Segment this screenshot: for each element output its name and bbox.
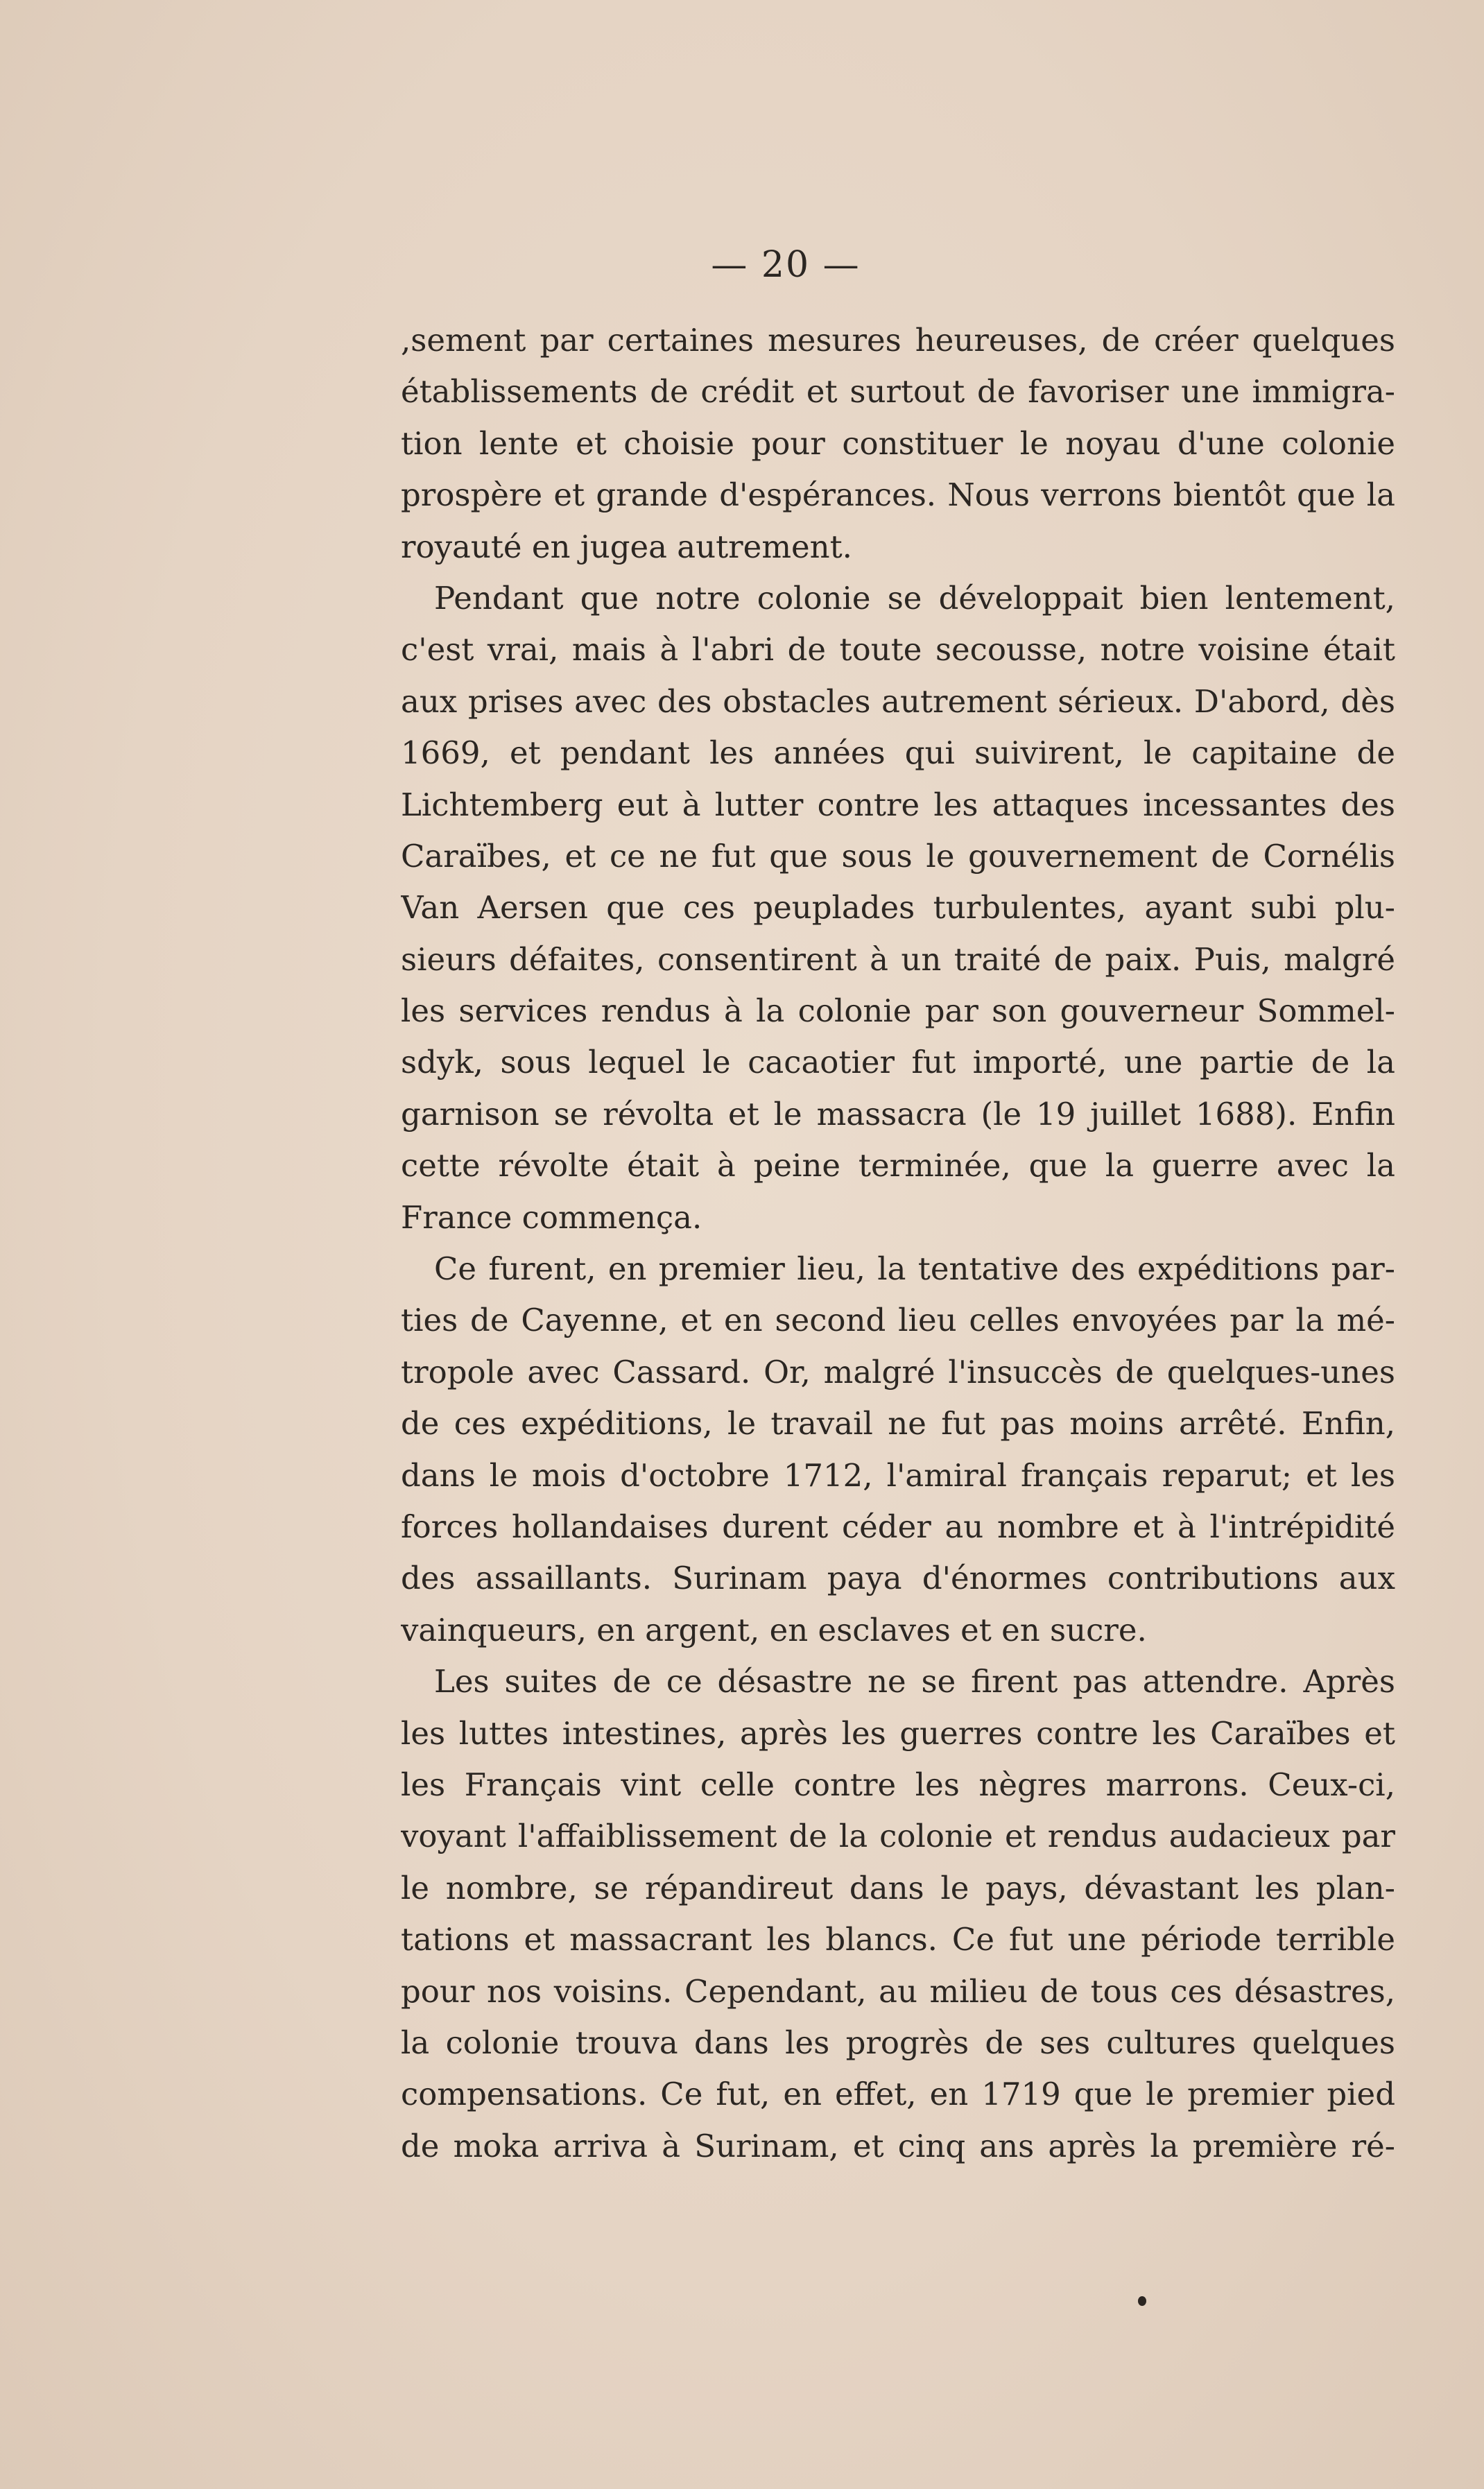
text-line: la colonie trouva dans les progrès de ses cultures quelques [401, 2024, 1395, 2061]
text-line: forces hollandaises durent céder au nombre et à l'intrépidité [401, 1508, 1395, 1545]
text-line: 1669, et pendant les années qui suivirent, le capitaine de [401, 734, 1395, 772]
text-line: pour nos voisins. Cependant, au milieu de tous ces désastres, [401, 1972, 1395, 2010]
text-line: ties de Cayenne, et en second lieu celles envoyées par la mé- [401, 1302, 1395, 1339]
text-line: établissements de crédit et surtout de favoriser une immigra- [401, 373, 1395, 411]
body-text [401, 315, 1395, 2172]
text-line: sieurs défaites, consentirent à un traité de paix. Puis, malgré [401, 940, 1395, 978]
text-line: de moka arriva à Surinam, et cinq ans après la première ré- [401, 2127, 1395, 2164]
text-line: France commença. [401, 1198, 702, 1236]
text-line: garnison se révolta et le massacra (le 19 juillet 1688). Enfin [401, 1095, 1395, 1132]
text-line: Pendant que notre colonie se développait bien lentement, [434, 579, 1395, 617]
ink-speck [1138, 2296, 1146, 2306]
text-line: Ce furent, en premier lieu, la tentative des expéditions par- [434, 1250, 1395, 1288]
text-line: Van Aersen que ces peuplades turbulentes, ayant subi plu- [401, 889, 1395, 927]
text-line: le nombre, se répandireut dans le pays, dévastant les plan- [401, 1869, 1395, 1906]
text-line: sdyk, sous lequel le cacaotier fut importé, une partie de la [401, 1044, 1395, 1081]
text-line: cette révolte était à peine terminée, que la guerre avec la [401, 1147, 1395, 1185]
text-line: Les suites de ce désastre ne se firent pas attendre. Après [434, 1663, 1395, 1700]
page-number: — 20 — [711, 244, 861, 286]
text-line: dans le mois d'octobre 1712, l'amiral français reparut; et les [401, 1456, 1395, 1494]
text-line: voyant l'affaiblissement de la colonie et rendus audacieux par [401, 1818, 1395, 1855]
text-line: royauté en jugea autrement. [401, 528, 852, 565]
text-line: vainqueurs, en argent, en esclaves et en sucre. [401, 1611, 1147, 1648]
text-line: tion lente et choisie pour constituer le noyau d'une colonie [401, 424, 1395, 462]
text-line: tations et massacrant les blancs. Ce fut une période terrible [401, 1921, 1395, 1958]
text-line: les Français vint celle contre les nègres marrons. Ceux-ci, [401, 1766, 1395, 1803]
text-line: compensations. Ce fut, en effet, en 1719 que le premier pied [401, 2076, 1395, 2113]
text-line: Lichtemberg eut à lutter contre les attaques incessantes des [401, 786, 1395, 823]
text-line: tropole avec Cassard. Or, malgré l'insuccès de quelques-unes [401, 1353, 1395, 1390]
text-line: Caraïbes, et ce ne fut que sous le gouvernement de Cornélis [401, 837, 1395, 875]
text-line: prospère et grande d'espérances. Nous verrons bientôt que la [401, 476, 1395, 514]
text-line: des assaillants. Surinam paya d'énormes contributions aux [401, 1560, 1395, 1597]
text-line: c'est vrai, mais à l'abri de toute secousse, notre voisine était [401, 631, 1395, 669]
text-line: ,sement par certaines mesures heureuses, de créer quelques [401, 322, 1395, 359]
text-line: les services rendus à la colonie par son gouverneur Sommel- [401, 992, 1395, 1030]
text-line: aux prises avec des obstacles autrement sérieux. D'abord, dès [401, 682, 1395, 720]
text-line: de ces expéditions, le travail ne fut pas moins arrêté. Enfin, [401, 1405, 1395, 1442]
text-line: les luttes intestines, après les guerres contre les Caraïbes et [401, 1714, 1395, 1752]
